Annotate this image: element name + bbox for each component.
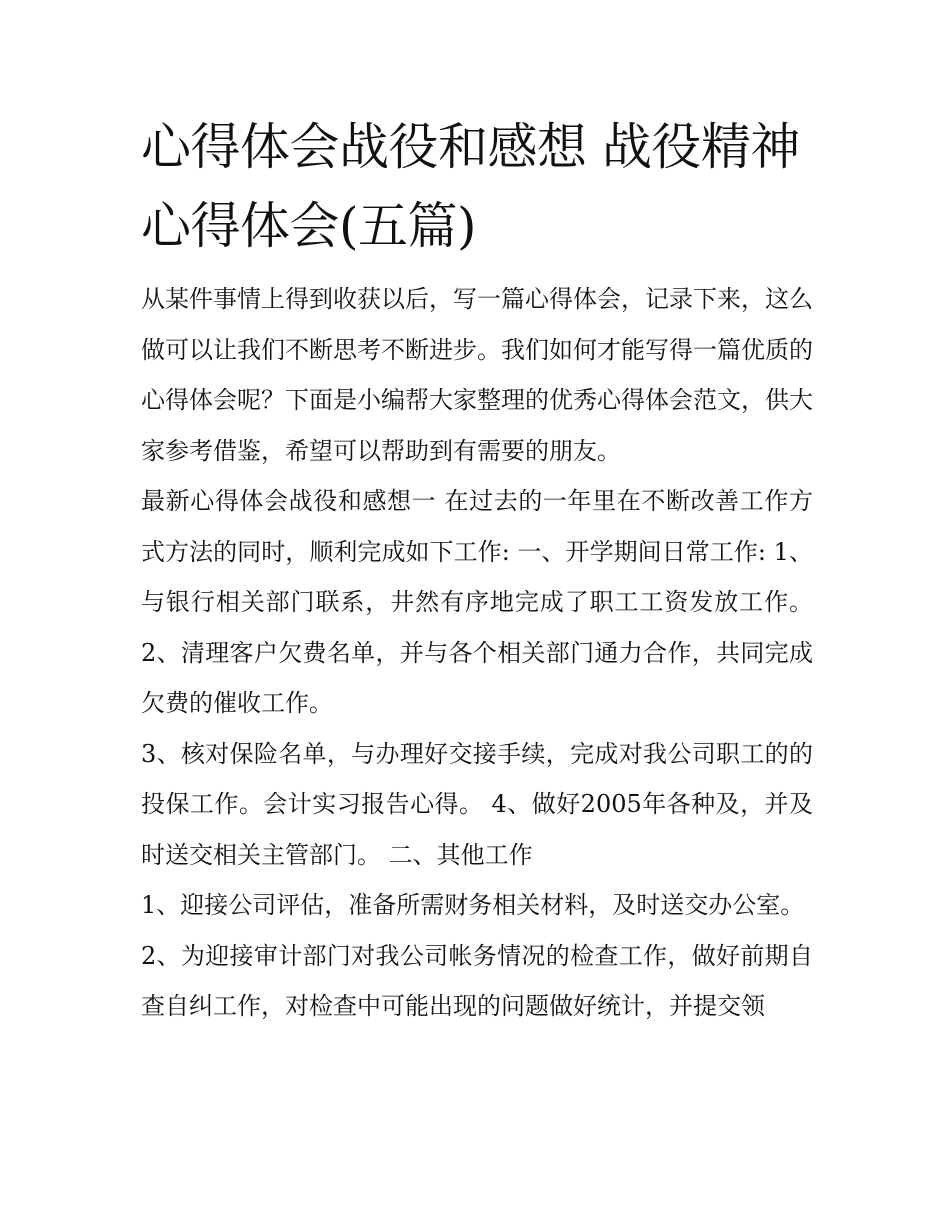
intro-paragraph: 从某件事情上得到收获以后，写一篇心得体会，记录下来，这么做可以让我们不断思考不断进步。我们如何才能写得一篇优质的心得体会呢？下面是小编帮大家整理的优秀心得体会范文，供大家参考借鉴，希望可以帮助到有需要的朋友。 — [141, 285, 813, 465]
paragraph-evaluation: 1、迎接公司评估，准备所需财务相关材料，及时送交办公室。 — [141, 891, 805, 919]
paragraph-insurance: 3、核对保险名单，与办理好交接手续，完成对我公司职工的的投保工作。会计实习报告心得。 4、做好2005年各种及，并及时送交相关主管部门。 二、其他工作 — [141, 739, 813, 869]
paragraph-work-summary: 最新心得体会战役和感想一 在过去的一年里在不断改善工作方式方法的同时，顺利完成如下工作: 一、开学期间日常工作: 1、与银行相关部门联系，井然有序地完成了职工工资发放工作。 2、清理客户欠费名单，并与各个相关部门通力合作，共同完成欠费的催收工作。 — [141, 487, 813, 717]
document-body — [141, 108, 813, 1032]
document-title: 心得体会战役和感想 战役精神心得体会(五篇) — [141, 118, 800, 255]
paragraph-audit: 2、为迎接审计部门对我公司帐务情况的检查工作，做好前期自查自纠工作，对检查中可能出现的问题做好统计，并提交领 — [141, 941, 813, 1020]
